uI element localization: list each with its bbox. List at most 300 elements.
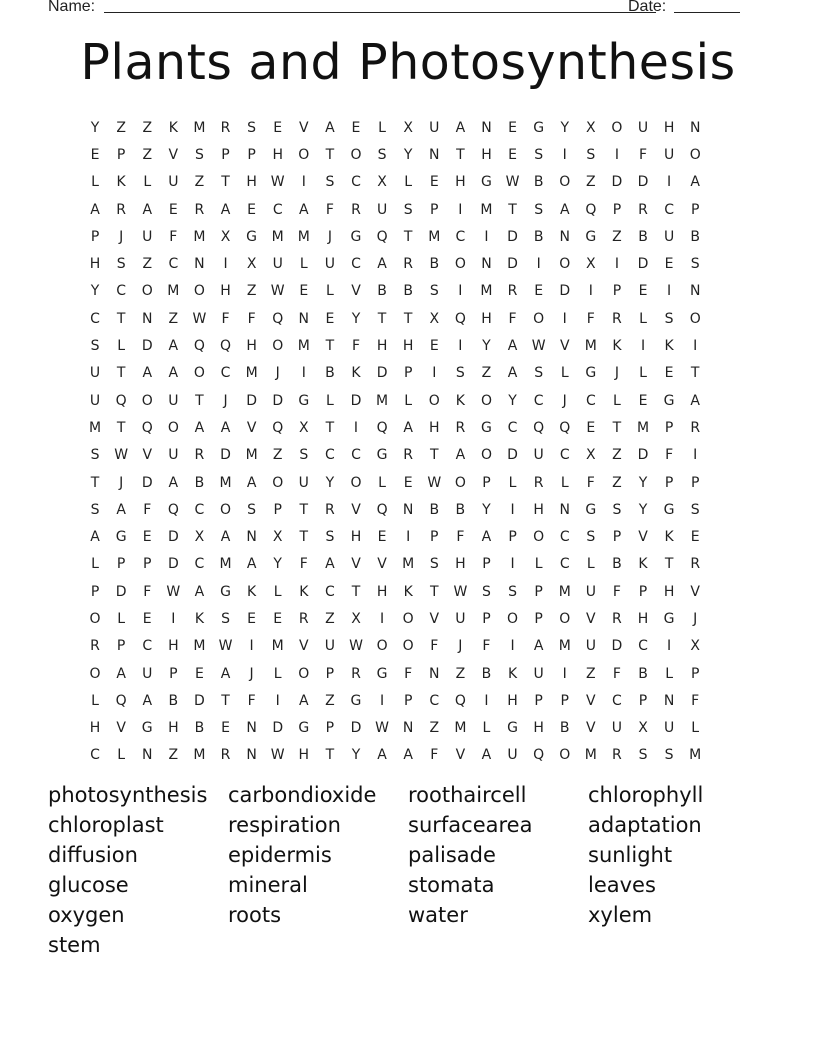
grid-row [82, 169, 738, 196]
grid-letter: M [480, 201, 493, 218]
grid-letter: C [612, 692, 622, 709]
grid-letter: U [585, 638, 596, 655]
grid-letter: I [484, 228, 489, 245]
grid-letter: A [90, 201, 100, 218]
grid-letter: A [246, 556, 257, 573]
grid-letter: O [298, 146, 310, 163]
word-item: palisade [408, 843, 496, 867]
grid-letter: P [430, 201, 439, 218]
grid-letter: R [351, 665, 361, 682]
grid-letter: U [168, 447, 179, 464]
word-item: adaptation [588, 813, 702, 837]
grid-letter: R [403, 447, 414, 464]
grid-letter: T [90, 474, 100, 491]
grid-letter: U [585, 583, 596, 600]
grid-letter: H [663, 119, 675, 136]
grid-row [82, 387, 738, 414]
grid-letter: L [404, 392, 413, 409]
grid-letter: E [142, 610, 152, 627]
grid-letter: D [115, 583, 127, 600]
grid-letter: Q [585, 201, 597, 218]
page-title: Plants and Photosynthesis [80, 34, 736, 91]
grid-letter: C [455, 228, 466, 245]
grid-letter: Q [559, 419, 571, 436]
grid-letter: C [116, 283, 127, 300]
grid-letter: G [663, 392, 675, 409]
grid-letter: I [249, 638, 254, 655]
grid-letter: A [116, 665, 126, 682]
grid-letter: Q [533, 747, 545, 764]
grid-letter: E [534, 283, 544, 300]
grid-letter: B [194, 474, 205, 491]
grid-letter: L [117, 338, 126, 355]
grid-letter: O [141, 283, 153, 300]
grid-letter: O [689, 146, 701, 163]
grid-letter: L [143, 174, 152, 191]
grid-letter: G [298, 720, 310, 737]
grid-letter: M [454, 720, 467, 737]
grid-letter: L [325, 283, 334, 300]
grid-letter: G [115, 529, 127, 546]
grid-letter: Z [586, 665, 596, 682]
grid-letter: A [168, 338, 179, 355]
grid-letter: E [586, 419, 596, 436]
grid-letter: E [351, 119, 361, 136]
grid-letter: O [559, 256, 571, 273]
grid-letter: U [663, 720, 675, 737]
grid-letter: I [562, 310, 567, 327]
grid-letter: S [508, 583, 517, 600]
grid-letter: A [533, 638, 544, 655]
grid-letter: O [193, 365, 205, 382]
grid-letter: G [481, 419, 492, 436]
grid-letter: T [690, 365, 700, 382]
grid-letter: T [325, 146, 335, 163]
grid-letter: L [273, 583, 282, 600]
grid-letter: U [142, 228, 153, 245]
grid-letter: V [638, 529, 648, 546]
grid-letter: T [116, 310, 126, 327]
grid-letter: E [247, 201, 257, 218]
grid-letter: I [693, 447, 698, 464]
grid-letter: F [351, 338, 361, 355]
grid-letter: J [327, 228, 332, 245]
grid-letter: H [168, 720, 179, 737]
grid-letter: H [376, 338, 388, 355]
grid-letter: K [247, 583, 257, 600]
name-field[interactable] [104, 12, 656, 13]
grid-letter: P [116, 638, 126, 655]
grid-letter: I [458, 338, 463, 355]
grid-letter: M [245, 447, 258, 464]
grid-letter: O [272, 474, 284, 491]
grid-letter: G [220, 583, 231, 600]
grid-letter: Z [142, 146, 153, 163]
grid-letter: N [559, 501, 570, 518]
grid-letter: F [586, 474, 595, 491]
grid-letter: G [298, 392, 310, 409]
word-item: xylem [588, 903, 653, 927]
grid-letter: L [91, 174, 99, 191]
grid-letter: V [559, 338, 570, 355]
grid-letter: V [351, 283, 361, 300]
grid-letter: Y [90, 119, 100, 136]
grid-letter: O [480, 447, 492, 464]
grid-letter: Q [167, 501, 179, 518]
grid-letter: S [90, 501, 100, 518]
grid-letter: C [585, 392, 596, 409]
grid-letter: E [664, 256, 674, 273]
grid-letter: F [691, 692, 700, 709]
grid-letter: I [432, 365, 437, 382]
grid-letter: M [297, 228, 310, 245]
grid-letter: P [247, 146, 256, 163]
grid-letter: F [456, 529, 465, 546]
grid-letter: G [246, 228, 258, 245]
grid-letter: H [168, 638, 179, 655]
grid-letter: B [559, 720, 570, 737]
grid-letter: Y [638, 501, 648, 518]
grid-letter: P [482, 474, 491, 491]
grid-letter: S [247, 119, 257, 136]
grid-letter: T [325, 419, 335, 436]
grid-letter: Y [351, 747, 361, 764]
grid-letter: F [508, 310, 517, 327]
grid-letter: I [301, 365, 306, 382]
grid-letter: F [404, 665, 413, 682]
grid-letter: Z [272, 447, 283, 464]
grid-letter: I [353, 419, 359, 436]
grid-letter: O [89, 610, 101, 627]
grid-letter: P [403, 365, 413, 382]
grid-letter: L [273, 665, 282, 682]
grid-letter: B [429, 501, 440, 518]
grid-row [82, 114, 738, 141]
grid-letter: X [586, 447, 596, 464]
grid-letter: H [376, 583, 388, 600]
grid-letter: O [454, 474, 466, 491]
grid-letter: C [533, 392, 544, 409]
grid-letter: A [403, 419, 413, 436]
grid-letter: N [298, 310, 310, 327]
grid-letter: L [378, 474, 386, 491]
word-item: chloroplast [48, 813, 164, 837]
grid-letter: S [534, 146, 544, 163]
word-item: oxygen [48, 903, 125, 927]
grid-letter: H [402, 338, 414, 355]
grid-letter: U [376, 201, 388, 218]
grid-letter: P [273, 501, 282, 518]
grid-letter: A [455, 447, 466, 464]
grid-letter: R [194, 201, 205, 218]
grid-row [82, 605, 738, 632]
grid-letter: V [168, 146, 179, 163]
grid-letter: W [270, 747, 285, 764]
grid-letter: Q [533, 419, 545, 436]
grid-letter: H [246, 338, 257, 355]
grid-letter: E [194, 665, 204, 682]
grid-letter: S [664, 310, 674, 327]
grid-letter: F [482, 638, 491, 655]
grid-letter: L [299, 256, 308, 273]
grid-letter: S [482, 583, 491, 600]
grid-letter: H [350, 529, 362, 546]
grid-letter: S [586, 146, 596, 163]
grid-letter: X [194, 529, 205, 546]
grid-letter: A [168, 365, 179, 382]
grid-letter: V [429, 610, 440, 627]
grid-letter: O [533, 310, 545, 327]
letter-grid [82, 114, 738, 769]
grid-letter: L [691, 720, 700, 737]
grid-letter: H [272, 146, 283, 163]
grid-letter: D [611, 638, 623, 655]
grid-letter: F [612, 665, 621, 682]
grid-letter: Q [376, 501, 388, 518]
grid-letter: O [559, 747, 571, 764]
grid-letter: O [402, 638, 414, 655]
date-field[interactable] [674, 12, 740, 13]
grid-letter: M [402, 556, 415, 573]
grid-letter: K [116, 174, 126, 191]
grid-letter: I [510, 501, 515, 518]
grid-letter: F [665, 447, 674, 464]
grid-letter: U [324, 256, 336, 273]
grid-letter: Q [193, 338, 205, 355]
grid-letter: A [220, 419, 231, 436]
grid-letter: T [221, 692, 230, 709]
grid-letter: A [559, 201, 570, 218]
grid-letter: Z [325, 610, 335, 627]
grid-row [82, 332, 738, 359]
grid-letter: O [559, 610, 571, 627]
grid-letter: L [560, 474, 569, 491]
grid-letter: K [168, 119, 178, 136]
grid-letter: G [663, 501, 675, 518]
grid-letter: C [194, 501, 205, 518]
grid-letter: E [221, 720, 230, 737]
grid-letter: V [690, 583, 700, 600]
grid-letter: P [690, 201, 700, 218]
grid-letter: U [298, 474, 309, 491]
grid-row [82, 551, 738, 578]
grid-letter: W [505, 174, 520, 191]
grid-letter: S [90, 447, 100, 464]
grid-letter: P [612, 201, 622, 218]
grid-letter: W [270, 174, 285, 191]
grid-letter: N [246, 720, 257, 737]
grid-letter: X [638, 720, 648, 737]
word-item: respiration [228, 813, 341, 837]
grid-letter: Z [612, 447, 622, 464]
grid-letter: C [90, 747, 100, 764]
grid-letter: U [663, 228, 675, 245]
grid-letter: W [349, 638, 363, 655]
grid-letter: N [246, 529, 257, 546]
grid-letter: P [430, 529, 439, 546]
grid-letter: E [690, 529, 700, 546]
grid-letter: T [403, 228, 413, 245]
grid-letter: P [638, 692, 648, 709]
grid-letter: I [171, 610, 176, 627]
grid-letter: C [507, 419, 518, 436]
grid-letter: W [218, 638, 233, 655]
grid-letter: I [458, 201, 463, 218]
word-item: roots [228, 903, 282, 927]
grid-letter: G [585, 228, 597, 245]
grid-letter: N [141, 747, 153, 764]
grid-letter: B [612, 556, 622, 573]
grid-letter: A [377, 256, 387, 273]
grid-letter: N [402, 501, 414, 518]
grid-letter: J [693, 610, 698, 627]
grid-letter: M [636, 419, 650, 436]
grid-row [82, 278, 738, 305]
grid-letter: Q [454, 692, 466, 709]
grid-letter: A [246, 474, 257, 491]
grid-letter: T [325, 338, 335, 355]
grid-letter: S [534, 201, 544, 218]
grid-letter: P [403, 692, 413, 709]
grid-letter: N [194, 256, 205, 273]
grid-letter: P [116, 146, 126, 163]
grid-letter: U [533, 665, 544, 682]
grid-letter: X [351, 610, 361, 627]
grid-letter: F [299, 556, 308, 573]
grid-letter: S [664, 747, 674, 764]
grid-letter: Q [115, 692, 127, 709]
grid-letter: L [482, 720, 491, 737]
grid-letter: R [325, 501, 335, 518]
grid-letter: K [299, 583, 309, 600]
grid-letter: H [507, 692, 518, 709]
grid-letter: I [667, 638, 672, 655]
grid-letter: U [272, 256, 283, 273]
grid-letter: J [119, 474, 124, 491]
grid-letter: P [90, 583, 100, 600]
word-item: diffusion [48, 843, 138, 867]
grid-letter: O [507, 610, 519, 627]
grid-letter: D [167, 529, 179, 546]
grid-letter: M [245, 365, 258, 382]
grid-letter: J [458, 638, 463, 655]
grid-letter: O [533, 529, 545, 546]
grid-letter: D [611, 174, 623, 191]
grid-letter: J [249, 665, 254, 682]
grid-letter: Q [272, 310, 284, 327]
grid-letter: A [481, 529, 492, 546]
grid-letter: T [221, 174, 230, 191]
grid-letter: Y [273, 556, 282, 573]
grid-letter: T [351, 583, 361, 600]
grid-letter: U [611, 720, 623, 737]
grid-letter: B [429, 256, 440, 273]
grid-letter: J [562, 392, 567, 409]
grid-letter: P [90, 228, 100, 245]
grid-letter: Q [376, 419, 388, 436]
grid-letter: M [193, 119, 206, 136]
grid-letter: D [167, 556, 179, 573]
grid-letter: H [220, 283, 231, 300]
grid-letter: H [89, 256, 101, 273]
grid-letter: P [690, 665, 700, 682]
grid-letter: A [194, 419, 205, 436]
grid-letter: G [585, 365, 597, 382]
grid-letter: F [638, 146, 648, 163]
grid-letter: O [480, 392, 492, 409]
grid-letter: I [614, 146, 619, 163]
grid-letter: P [325, 720, 335, 737]
grid-letter: R [638, 201, 648, 218]
grid-letter: H [455, 556, 466, 573]
grid-letter: K [194, 610, 205, 627]
grid-letter: S [299, 447, 309, 464]
grid-letter: H [89, 720, 101, 737]
grid-letter: U [142, 665, 153, 682]
grid-letter: F [247, 692, 256, 709]
word-item: stem [48, 933, 101, 957]
grid-letter: W [453, 583, 468, 600]
grid-letter: X [690, 638, 700, 655]
grid-letter: V [586, 692, 596, 709]
grid-letter: G [141, 720, 153, 737]
grid-letter: L [117, 747, 126, 764]
grid-letter: N [689, 283, 701, 300]
grid-letter: Y [508, 392, 517, 409]
grid-letter: E [508, 146, 517, 163]
grid-letter: B [638, 665, 648, 682]
grid-letter: O [689, 310, 701, 327]
grid-letter: M [193, 747, 206, 764]
grid-letter: N [141, 310, 153, 327]
grid-letter: I [510, 556, 515, 573]
grid-letter: Z [142, 256, 153, 273]
grid-row [82, 305, 738, 332]
grid-letter: I [484, 692, 489, 709]
word-item: stomata [408, 873, 495, 897]
grid-letter: M [89, 419, 102, 436]
grid-letter: T [456, 146, 465, 163]
header [48, 0, 748, 20]
grid-letter: M [376, 392, 389, 409]
grid-letter: B [455, 501, 466, 518]
grid-letter: X [403, 119, 413, 136]
grid-letter: D [141, 474, 153, 491]
grid-letter: L [508, 474, 517, 491]
grid-letter: J [223, 392, 228, 409]
grid-letter: C [325, 447, 335, 464]
grid-letter: D [246, 392, 257, 409]
grid-letter: K [455, 392, 465, 409]
grid-letter: Z [142, 119, 153, 136]
grid-row [82, 442, 738, 469]
grid-letter: F [586, 310, 595, 327]
grid-letter: V [586, 610, 596, 627]
grid-letter: N [246, 747, 257, 764]
grid-letter: R [220, 119, 231, 136]
grid-letter: D [220, 447, 231, 464]
grid-letter: B [533, 174, 544, 191]
grid-letter: A [142, 365, 153, 382]
grid-letter: M [193, 638, 206, 655]
word-item: mineral [228, 873, 308, 897]
grid-letter: Z [168, 747, 179, 764]
grid-letter: T [429, 583, 439, 600]
grid-letter: A [90, 529, 100, 546]
grid-letter: Q [115, 392, 127, 409]
grid-row [82, 633, 738, 660]
grid-letter: P [169, 665, 178, 682]
